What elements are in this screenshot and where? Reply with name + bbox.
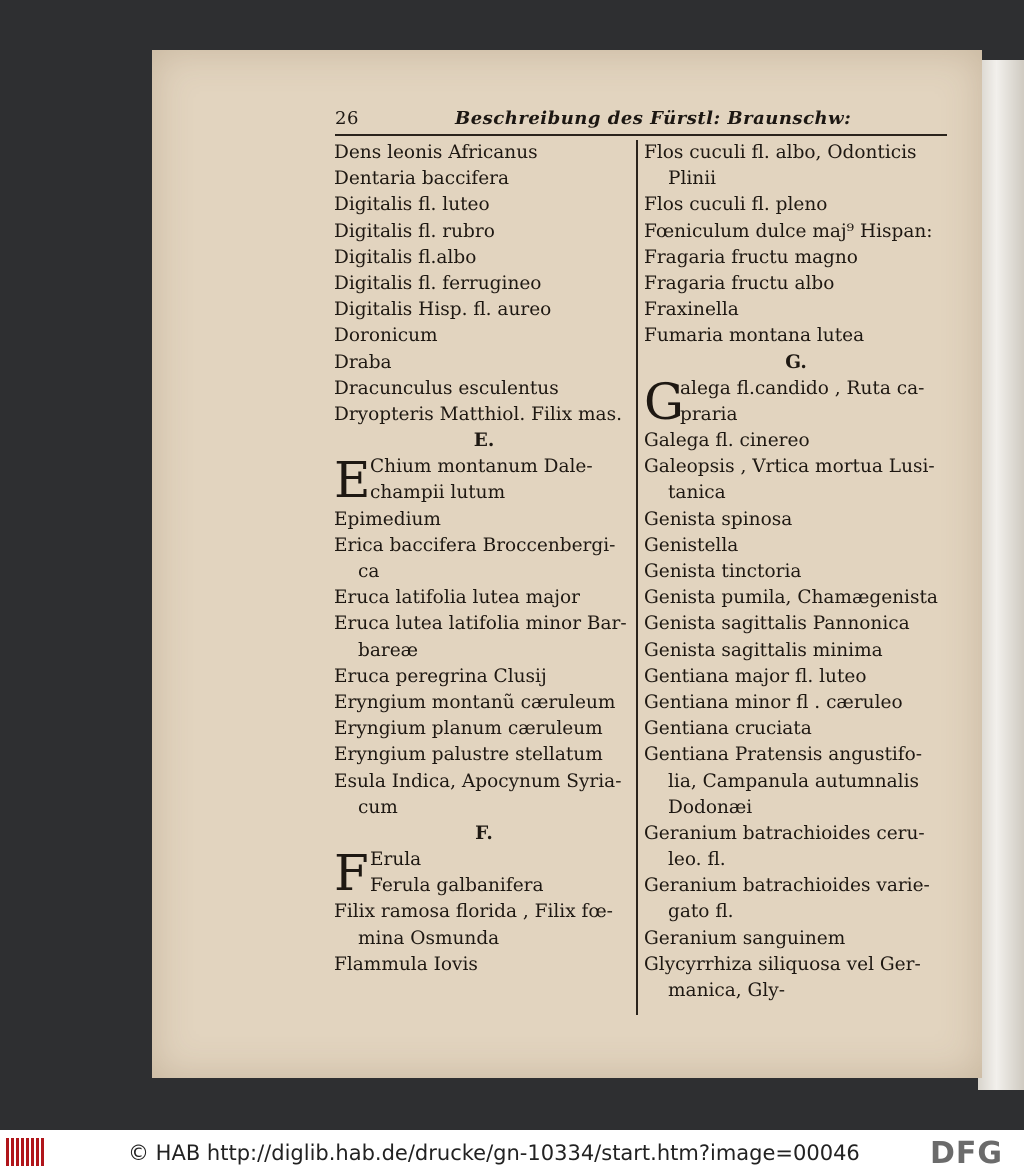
page-number: 26 — [335, 108, 359, 129]
entry-line: Galeopsis , Vrtica mortua Lusi- — [644, 456, 935, 478]
dfg-logo: DFG — [930, 1136, 1004, 1171]
entry-line: Geranium sanguinem — [644, 927, 846, 949]
entry-line: Erica baccifera Broccenbergi- — [334, 534, 616, 556]
entry-line: Gentiana major fl. luteo — [644, 665, 867, 687]
entry-line: Erula — [370, 849, 422, 871]
entry-line: Gentiana cruciata — [644, 718, 812, 740]
entry-line: Genistella — [644, 534, 739, 556]
section-letter: E. — [473, 430, 495, 452]
credit-link[interactable]: © HAB http://diglib.hab.de/drucke/gn-10334/start.htm?image=00046 — [128, 1141, 860, 1165]
entry-line: Ferula galbanifera — [370, 875, 544, 897]
section-letter: G. — [785, 351, 807, 373]
entry-line: leo. fl. — [668, 849, 726, 871]
entry-line: Dodonæi — [668, 796, 753, 818]
drop-cap: G — [644, 372, 684, 431]
entry-line: Flammula Iovis — [334, 953, 478, 975]
entry-line: Fumaria montana lutea — [644, 325, 865, 347]
entry-line: Digitalis fl.albo — [334, 246, 477, 268]
entry-line: Digitalis fl. luteo — [334, 194, 490, 216]
page-edge — [978, 60, 1024, 1090]
entry-line: champii lutum — [370, 482, 506, 504]
entry-line: Flos cuculi fl. albo, Odonticis — [644, 142, 917, 163]
entry-line: Eryngium planum cæruleum — [334, 718, 603, 740]
drop-cap: F — [334, 844, 369, 903]
entry-line: Fragaria fructu magno — [644, 246, 858, 268]
entry-line: Digitalis Hisp. fl. aureo — [334, 299, 552, 321]
entry-line: Genista sagittalis Pannonica — [644, 613, 910, 635]
entry-with-initial — [334, 844, 634, 903]
entry-line: cum — [358, 796, 398, 818]
page-header — [335, 108, 950, 134]
entry-line: lia, Campanula autumnalis — [668, 770, 919, 792]
entry-line: Eryngium montanũ cæruleum — [334, 691, 616, 713]
entry-line: Dens leonis Africanus — [334, 142, 538, 163]
entry-line: Esula Indica, Apocynum Syria- — [334, 770, 622, 792]
entry-line: Geranium batrachioides varie- — [644, 875, 930, 897]
entry-line: ca — [358, 561, 380, 582]
entry-line: gato fl. — [668, 901, 734, 923]
entry-line: Genista tinctoria — [644, 561, 802, 582]
header-rule — [335, 134, 947, 136]
entry-line: Dryopteris Matthiol. Filix mas. — [334, 403, 622, 425]
section-letter: F. — [475, 822, 493, 844]
entry-line: Doronicum — [334, 325, 438, 347]
entry-line: Galega fl. cinereo — [644, 430, 810, 452]
entry-with-initial — [334, 451, 634, 510]
entry-line: Plinii — [668, 168, 717, 190]
entry-line: Fragaria fructu albo — [644, 272, 835, 294]
entry-line: Filix ramosa florida , Filix fœ- — [334, 901, 613, 923]
entry-line: Eryngium palustre stellatum — [334, 744, 603, 766]
entry-line: Gentiana Pratensis angustifo- — [644, 744, 923, 766]
entry-line: Genista sagittalis minima — [644, 639, 883, 661]
entry-line: Digitalis fl. rubro — [334, 220, 495, 242]
entry-line: Eruca latifolia lutea major — [334, 587, 580, 609]
entry-line: Digitalis fl. ferrugineo — [334, 272, 542, 294]
entry-line: Eruca lutea latifolia minor Bar- — [334, 613, 627, 635]
entry-line: Fœniculum dulce maj⁹ Hispan: — [644, 220, 933, 242]
entry-line: Glycyrrhiza siliquosa vel Ger- — [644, 953, 921, 975]
entry-line: Eruca peregrina Clusij — [334, 665, 547, 687]
right-column — [644, 140, 948, 1004]
entry-line: Dracunculus esculentus — [334, 377, 559, 399]
entry-line: mina Osmunda — [358, 927, 500, 949]
entry-line: Epimedium — [334, 508, 441, 530]
drop-cap: E — [334, 451, 371, 510]
entry-line: alega fl.candido , Ruta ca- — [680, 377, 925, 399]
entry-with-initial — [644, 372, 948, 431]
entry-line: Chium montanum Dale- — [370, 456, 593, 478]
barcode-icon — [6, 1138, 46, 1166]
entry-line: Fraxinella — [644, 299, 739, 321]
entry-line: praria — [680, 403, 738, 425]
entry-line: Genista pumila, Chamægenista — [644, 587, 938, 609]
footer-bar — [0, 1130, 1024, 1176]
entry-line: Genista spinosa — [644, 508, 793, 530]
entry-line: Dentaria baccifera — [334, 168, 510, 190]
entry-line: Draba — [334, 351, 392, 373]
entry-line: Flos cuculi fl. pleno — [644, 194, 828, 216]
entry-line: Geranium batrachioides ceru- — [644, 822, 925, 844]
entry-line: tanica — [668, 482, 726, 504]
left-column — [334, 140, 634, 978]
running-title: Beschreibung des Fürstl: Braunschw: — [455, 108, 852, 129]
entry-line: Gentiana minor fl . cæruleo — [644, 691, 903, 713]
column-divider — [636, 140, 638, 1015]
entry-line: bareæ — [358, 639, 419, 661]
entry-line: manica, Gly- — [668, 980, 785, 1001]
